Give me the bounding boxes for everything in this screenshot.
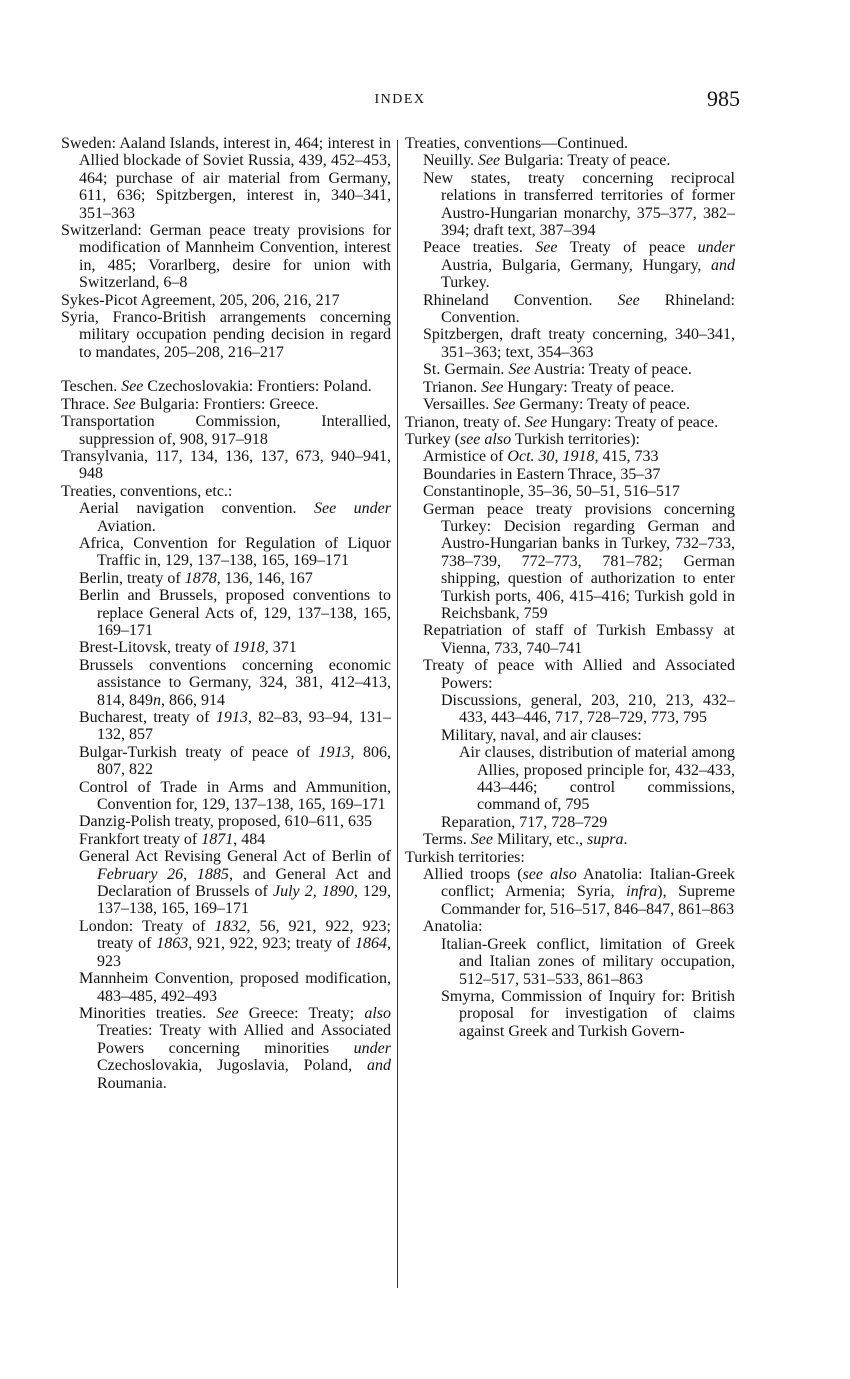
index-entry: Aerial navigation convention. See under Aviation. (79, 500, 392, 535)
index-entry: London: Treaty of 1832, 56, 921, 922, 923; treaty of 1863, 921, 922, 923; treaty of 1864, 923 (79, 917, 391, 970)
index-entry: Repatriation of staff of Turkish Embassy at Vienna, 733, 740–741 (423, 622, 735, 657)
index-entry: Peace treaties. See Treaty of peace under Austria, Bulgaria, Germany, Hungary, and Turkey. (423, 239, 735, 292)
index-entry: Switzerland: German peace treaty provisions for modification of Mannheim Convention, interest in, 485; Vorarlberg, desire for union with Switzerland, 6–8 (61, 222, 391, 292)
page-number: 985 (707, 86, 740, 111)
index-entry: Treaties, conventions—Continued. (405, 135, 628, 152)
index-entry: Bulgar-Turkish treaty of peace of 1913, 806, 807, 822 (79, 743, 392, 779)
running-head: INDEX (374, 92, 426, 107)
index-entry: Constantinople, 35–36, 50–51, 516–517 (423, 483, 680, 501)
index-entry: Sweden: Aaland Islands, interest in, 464; interest in Allied blockade of Soviet Russia, 439, 452–453, 464; purchase of air material from Germany, 611, 636; Spitzbergen, interest in, 340–341, 351–363 (61, 135, 391, 222)
index-entry: Reparation, 717, 728–729 (441, 813, 608, 831)
column-divider (397, 140, 398, 1288)
index-entry: Discussions, general, 203, 210, 213, 432–433, 443–446, 717, 728–729, 773, 795 (441, 692, 735, 727)
index-entry: New states, treaty concerning reciprocal relations in transferred territories of former Austro-Hungarian monarchy, 375–377, 382–394; draft text, 387–394 (423, 169, 735, 240)
index-entry: German peace treaty provisions concerning Turkey: Decision regarding German and Austro-Hungarian banks in Turkey, 732–733, 738–739, 772–773, 781–782; German shipping, question of authorization to enter Turkish ports, 406, 415–416; Turkish gold in Reichsbank, 759 (423, 500, 735, 622)
index-entry: Boundaries in Eastern Thrace, 35–37 (423, 465, 661, 483)
index-entry: Danzig-Polish treaty, proposed, 610–611, 635 (79, 813, 372, 831)
index-column-right (405, 135, 735, 1040)
index-entry: Control of Trade in Arms and Ammunition, Convention for, 129, 137–138, 165, 169–171 (79, 778, 391, 814)
index-column-left (61, 135, 391, 1092)
index-entry: Transylvania, 117, 134, 136, 137, 673, 940–941, 948 (61, 447, 391, 483)
index-entry: Brest-Litovsk, treaty of 1918, 371 (79, 639, 297, 657)
index-entry: Treaty of peace with Allied and Associated Powers: (423, 657, 735, 692)
index-entry: Brussels conventions concerning economic assistance to Germany, 324, 381, 412–413, 814, 849n, 866, 914 (79, 656, 391, 709)
index-entry: Mannheim Convention, proposed modification, 483–485, 492–493 (79, 970, 391, 1005)
index-entry: Spitzbergen, draft treaty concerning, 340–341, 351–363; text, 354–363 (423, 326, 735, 361)
index-entry: Transportation Commission, Interallied, suppression of, 908, 917–918 (61, 413, 391, 448)
index-entry: Armistice of Oct. 30, 1918, 415, 733 (423, 448, 659, 466)
index-entry: St. Germain. See Austria: Treaty of peace. (423, 361, 692, 379)
index-entry: Africa, Convention for Regulation of Liquor Traffic in, 129, 137–138, 165, 169–171 (79, 534, 391, 570)
index-entry: Bucharest, treaty of 1913, 82–83, 93–94, 131–132, 857 (79, 709, 391, 744)
index-entry: Trianon, treaty of. See Hungary: Treaty of peace. (405, 413, 719, 431)
index-entry: Treaties, conventions, etc.: (61, 482, 233, 500)
index-entry: Turkish territories: (405, 848, 525, 866)
index-entry: Anatolia: (423, 918, 483, 936)
index-entry: Thrace. See Bulgaria: Frontiers: Greece. (61, 395, 319, 413)
index-entry: Minorities treaties. See Greece: Treaty; also Treaties: Treaty with Allied and Associated Powers concerning minorities under Czechoslovakia, Jugoslavia, Poland, and Roumania. (79, 1004, 392, 1092)
index-entry: Versailles. See Germany: Treaty of peace. (423, 396, 691, 414)
index-entry: General Act Revising General Act of Berlin of February 26, 1885, and General Act and Declaration of Brussels of July 2, 1890, 129, 137–138, 165, 169–171 (79, 848, 391, 918)
index-entry: Italian-Greek conflict, limitation of Greek and Italian zones of military occupation, 512–517, 531–533, 861–863 (441, 935, 735, 988)
index-entry: Allied troops (see also Anatolia: Italian-Greek conflict; Armenia; Syria, infra), Supreme Commander for, 516–517, 846–847, 861–863 (423, 866, 736, 918)
index-entry: Trianon. See Hungary: Treaty of peace. (423, 378, 675, 396)
index-entry: Syria, Franco-British arrangements concerning military occupation pending decision in regard to mandates, 205–208, 216–217 (61, 309, 391, 361)
index-entry: Sykes-Picot Agreement, 205, 206, 216, 217 (61, 291, 340, 309)
index-entry: Rhineland Convention. See Rhineland: Convention. (423, 291, 735, 327)
index-entry: Smyrna, Commission of Inquiry for: British proposal for investigation of claims against Greek and Turkish Govern- (441, 987, 735, 1040)
index-entry: Air clauses, distribution of material among Allies, proposed principle for, 432–433, 443–446; control commissions, command of, 795 (459, 744, 735, 814)
index-entry: Berlin, treaty of 1878, 136, 146, 167 (79, 569, 313, 587)
index-entry: Frankfort treaty of 1871, 484 (79, 830, 266, 848)
index-entry: Teschen. See Czechoslovakia: Frontiers: Poland. (61, 378, 372, 396)
index-entry: Turkey (see also Turkish territories): (405, 430, 640, 448)
index-entry: Berlin and Brussels, proposed conventions to replace General Acts of, 129, 137–138, 165, 169–171 (79, 587, 391, 639)
index-entry: Terms. See Military, etc., supra. (423, 831, 628, 849)
index-entry: Military, naval, and air clauses: (441, 726, 642, 744)
index-entry: Neuilly. See Bulgaria: Treaty of peace. (423, 152, 671, 170)
